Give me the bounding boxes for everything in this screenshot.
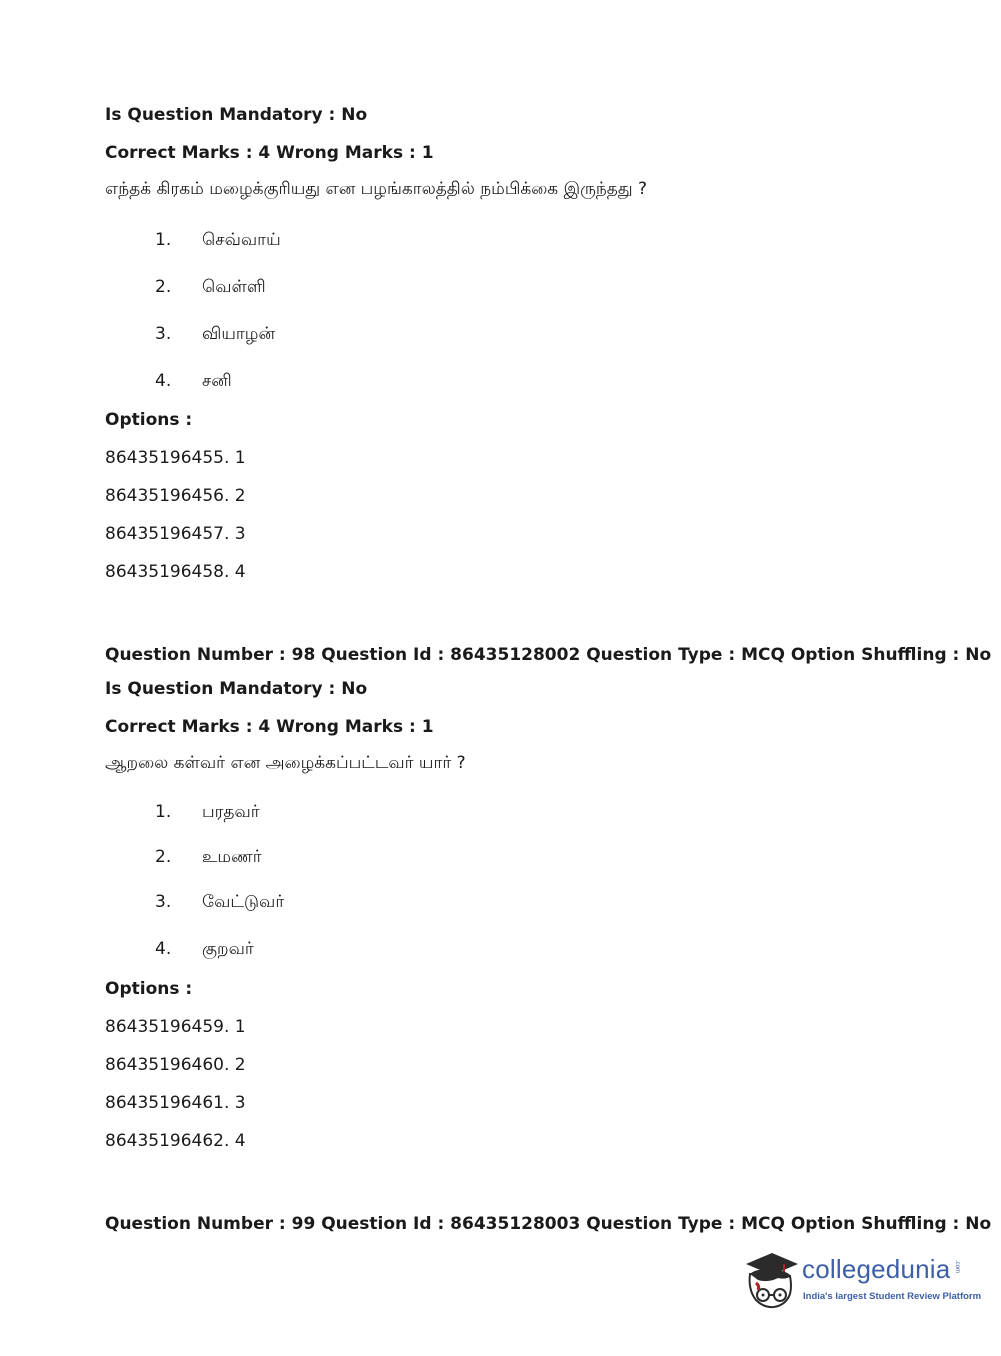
question-header: Question Number : 99 Question Id : 86435128003 Question Type : MCQ Option Shuffling : No: [105, 1214, 992, 1234]
question-marks: Correct Marks : 4 Wrong Marks : 1: [105, 143, 434, 163]
choice-number: 3.: [155, 892, 172, 912]
question-marks: Correct Marks : 4 Wrong Marks : 1: [105, 717, 434, 737]
option-id: 86435196458. 4: [105, 562, 246, 582]
choice-number: 4.: [155, 371, 172, 391]
option-id: 86435196460. 2: [105, 1055, 246, 1075]
question-mandatory: Is Question Mandatory : No: [105, 105, 368, 125]
options-label: Options :: [105, 979, 193, 999]
logo-dotcom: .com: [954, 1260, 960, 1274]
option-id: 86435196461. 3: [105, 1093, 246, 1113]
option-id: 86435196456. 2: [105, 486, 246, 506]
choice-number: 4.: [155, 939, 172, 959]
option-id: 86435196457. 3: [105, 524, 246, 544]
choice-text: உமணர்: [202, 847, 262, 867]
choice-number: 1.: [155, 802, 172, 822]
question-text: எந்தக் கிரகம் மழைக்குரியது என பழங்காலத்தில் நம்பிக்கை இருந்தது ?: [105, 179, 648, 199]
choice-text: வேட்டுவர்: [202, 892, 285, 912]
choice-text: பரதவர்: [202, 802, 260, 822]
option-id: 86435196455. 1: [105, 448, 246, 468]
choice-number: 2.: [155, 847, 172, 867]
choice-text: வியாழன்: [202, 324, 275, 344]
collegedunia-logo: [742, 1250, 982, 1312]
options-label: Options :: [105, 410, 193, 430]
choice-text: செவ்வாய்: [202, 230, 281, 250]
choice-text: குறவர்: [202, 939, 254, 959]
choice-text: வெள்ளி: [202, 277, 266, 297]
question-header: Question Number : 98 Question Id : 86435128002 Question Type : MCQ Option Shuffling : No: [105, 645, 992, 665]
choice-text: சனி: [202, 371, 232, 391]
choice-number: 1.: [155, 230, 172, 250]
logo-wordmark: collegedunia: [802, 1254, 951, 1284]
option-id: 86435196459. 1: [105, 1017, 246, 1037]
logo-tagline: India's largest Student Review Platform: [803, 1291, 982, 1302]
choice-number: 3.: [155, 324, 172, 344]
choice-number: 2.: [155, 277, 172, 297]
question-text: ஆறலை கள்வர் என அழைக்கப்பட்டவர் யார் ?: [105, 753, 466, 773]
mascot-icon: [742, 1250, 800, 1310]
option-id: 86435196462. 4: [105, 1131, 246, 1151]
question-mandatory: Is Question Mandatory : No: [105, 679, 368, 699]
